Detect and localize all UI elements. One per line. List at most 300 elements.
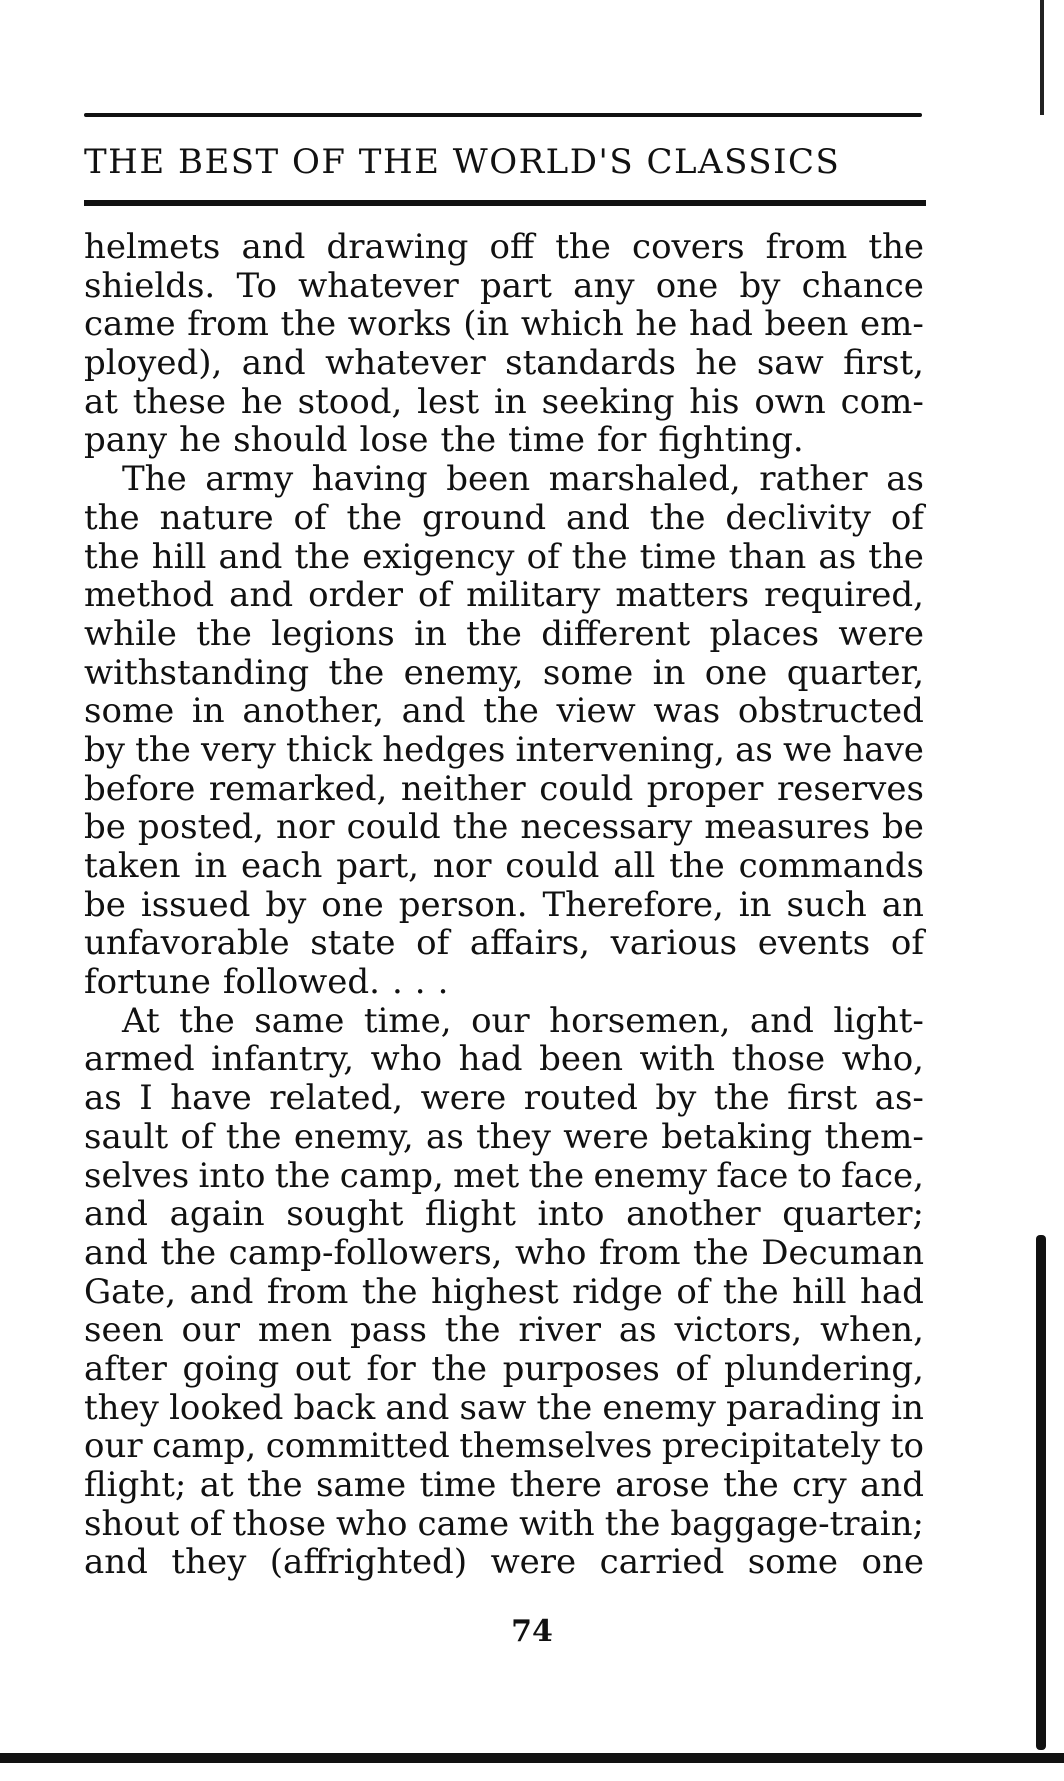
text-line bbox=[84, 808, 924, 847]
word: men bbox=[257, 1310, 333, 1351]
text-line bbox=[84, 1505, 924, 1544]
text-line bbox=[84, 847, 924, 886]
word: an bbox=[881, 884, 924, 925]
word: they bbox=[171, 1542, 247, 1583]
word: enemy bbox=[602, 1387, 716, 1428]
word: chance bbox=[801, 265, 924, 306]
word: parading bbox=[726, 1387, 881, 1428]
word: lest bbox=[417, 381, 480, 422]
word: who bbox=[370, 1039, 443, 1080]
word: from bbox=[187, 304, 269, 345]
word: highest bbox=[431, 1271, 559, 1312]
word: the bbox=[247, 1465, 303, 1505]
text-line bbox=[84, 770, 924, 809]
word: in bbox=[414, 613, 447, 654]
word: into bbox=[198, 1155, 266, 1196]
word: time bbox=[639, 536, 717, 577]
word: reserves bbox=[776, 768, 924, 809]
word: the bbox=[431, 1348, 488, 1389]
word: at bbox=[84, 381, 118, 422]
word: light- bbox=[833, 1000, 924, 1041]
word: of bbox=[675, 1348, 709, 1389]
word: had bbox=[860, 1271, 924, 1312]
word: . bbox=[437, 962, 449, 1003]
word: he bbox=[635, 304, 678, 345]
word: the bbox=[604, 1503, 661, 1544]
text-line bbox=[84, 228, 924, 267]
word: and bbox=[84, 1232, 148, 1273]
word: those bbox=[232, 1503, 327, 1544]
word: victors, bbox=[674, 1310, 803, 1351]
word: had bbox=[688, 304, 753, 345]
word: be bbox=[84, 884, 126, 925]
word: who bbox=[514, 1232, 587, 1273]
text-line bbox=[84, 1466, 924, 1505]
word: same bbox=[316, 1465, 407, 1505]
word: to bbox=[797, 1155, 832, 1196]
text-line bbox=[84, 886, 924, 925]
text-line bbox=[84, 1389, 924, 1428]
word: and bbox=[241, 227, 306, 267]
word: hill bbox=[792, 1271, 847, 1312]
word: he bbox=[695, 343, 738, 384]
word: of bbox=[890, 923, 924, 964]
word: as bbox=[426, 1116, 464, 1157]
text-line bbox=[84, 1427, 924, 1466]
word: To bbox=[236, 265, 277, 306]
word: Decuman bbox=[761, 1232, 924, 1273]
word: hedges bbox=[382, 729, 506, 770]
word: the bbox=[723, 1465, 779, 1505]
word: Gate, bbox=[84, 1271, 177, 1312]
word: exigency bbox=[362, 536, 515, 577]
word: and bbox=[84, 1542, 148, 1583]
word: precipitately bbox=[661, 1426, 881, 1467]
word: have bbox=[842, 729, 924, 770]
word: rather bbox=[759, 459, 868, 500]
word: in bbox=[891, 1387, 924, 1428]
word: nor bbox=[432, 846, 492, 886]
word: they bbox=[84, 1387, 159, 1428]
word: legions bbox=[271, 613, 395, 654]
word: and bbox=[229, 575, 294, 616]
word: and bbox=[241, 343, 306, 384]
word: for bbox=[597, 420, 647, 461]
word: Therefore, bbox=[542, 884, 724, 925]
word: of bbox=[418, 575, 452, 616]
word: and bbox=[401, 691, 466, 732]
text-line bbox=[84, 731, 924, 770]
word: of bbox=[180, 1116, 214, 1157]
word: from bbox=[765, 227, 848, 267]
word: and bbox=[385, 1387, 450, 1428]
word: first bbox=[787, 1078, 858, 1119]
word: baggage-train; bbox=[670, 1503, 924, 1544]
word: such bbox=[786, 884, 867, 925]
word: could bbox=[539, 768, 634, 809]
word: and bbox=[749, 1000, 814, 1041]
word: shout bbox=[84, 1503, 180, 1544]
word: camp, bbox=[152, 1426, 257, 1467]
word: sault bbox=[84, 1116, 169, 1157]
word: order bbox=[308, 575, 403, 616]
word: been bbox=[446, 459, 531, 500]
word: followed. bbox=[222, 962, 380, 1003]
word: taken bbox=[84, 846, 181, 886]
text-line bbox=[84, 1118, 924, 1157]
word: carried bbox=[599, 1542, 725, 1583]
word: as bbox=[84, 1078, 122, 1119]
word: out bbox=[294, 1348, 351, 1389]
word: of bbox=[526, 536, 560, 577]
word: who bbox=[336, 1503, 408, 1544]
text-line bbox=[84, 460, 924, 499]
word: by bbox=[739, 265, 781, 306]
word: helmets bbox=[84, 227, 221, 267]
text-line bbox=[84, 1079, 924, 1118]
word: from bbox=[598, 1232, 681, 1273]
word: measures bbox=[704, 807, 871, 848]
word: been bbox=[764, 304, 849, 345]
word: flight bbox=[425, 1194, 516, 1235]
word: posted, bbox=[137, 807, 264, 848]
word: marshaled, bbox=[548, 459, 741, 500]
word: shields. bbox=[84, 265, 216, 306]
text-line bbox=[84, 499, 924, 538]
word: committed bbox=[265, 1426, 450, 1467]
word: were bbox=[838, 613, 924, 654]
word: and bbox=[189, 1271, 254, 1312]
word: some bbox=[542, 652, 634, 693]
word: with bbox=[639, 1039, 716, 1080]
word: lose bbox=[359, 420, 429, 461]
text-line bbox=[84, 615, 924, 654]
word: some bbox=[84, 691, 175, 732]
word: ridge bbox=[572, 1271, 663, 1312]
word: were bbox=[490, 1542, 577, 1583]
page-edge-shadow-top bbox=[1040, 0, 1044, 115]
word: quarter, bbox=[786, 652, 924, 693]
text-line bbox=[84, 1350, 924, 1389]
word: these bbox=[132, 381, 227, 422]
word: have bbox=[170, 1078, 252, 1119]
word: unfavorable bbox=[84, 923, 290, 964]
word: time, bbox=[363, 1000, 452, 1041]
word: places bbox=[709, 613, 820, 654]
word: the bbox=[280, 304, 337, 345]
word: river bbox=[518, 1310, 602, 1351]
word: whatever bbox=[325, 343, 486, 384]
text-line bbox=[84, 344, 924, 383]
word: time bbox=[419, 1465, 497, 1505]
word: . bbox=[391, 962, 403, 1003]
word: of bbox=[416, 923, 450, 964]
word: the bbox=[346, 497, 403, 538]
word: withstanding bbox=[84, 652, 310, 693]
page-edge-shadow bbox=[1036, 1235, 1046, 1750]
word: the bbox=[528, 1155, 585, 1196]
page-bottom-edge bbox=[0, 1753, 1064, 1763]
word: . bbox=[414, 962, 426, 1003]
word: proper bbox=[646, 768, 764, 809]
word: army bbox=[205, 459, 294, 500]
word: very bbox=[201, 729, 276, 770]
word: time bbox=[508, 420, 586, 461]
word: camp, bbox=[339, 1155, 444, 1196]
word: themselves bbox=[459, 1426, 653, 1467]
header-rule bbox=[84, 200, 926, 206]
text-line bbox=[84, 692, 924, 731]
word: the bbox=[536, 1387, 593, 1428]
word: for bbox=[366, 1348, 416, 1389]
word: drawing bbox=[326, 227, 469, 267]
word: by bbox=[84, 729, 125, 770]
word: ployed), bbox=[84, 343, 223, 384]
word: issued bbox=[140, 884, 251, 925]
word: by bbox=[265, 884, 307, 925]
word: selves bbox=[84, 1155, 190, 1196]
page-number: 74 bbox=[511, 1614, 553, 1649]
word: the bbox=[452, 807, 509, 848]
word: another, bbox=[242, 691, 384, 732]
word: purposes bbox=[502, 1348, 660, 1389]
text-line bbox=[84, 576, 924, 615]
word: the bbox=[669, 846, 725, 886]
word: the bbox=[135, 729, 191, 770]
word: of bbox=[293, 497, 327, 538]
word: as bbox=[618, 1310, 657, 1351]
word: before bbox=[84, 768, 196, 809]
word: pany bbox=[84, 420, 168, 461]
word: horsemen, bbox=[549, 1000, 731, 1041]
word: necessary bbox=[520, 807, 693, 848]
word: routed bbox=[523, 1078, 638, 1119]
word: the bbox=[722, 1271, 779, 1312]
word: in bbox=[191, 691, 225, 732]
text-line bbox=[84, 1234, 924, 1273]
word: be bbox=[882, 807, 924, 848]
word: different bbox=[541, 613, 691, 654]
word: to bbox=[889, 1426, 924, 1467]
word: the bbox=[361, 1271, 418, 1312]
word: the bbox=[571, 536, 628, 577]
word: in bbox=[494, 381, 527, 422]
word: he bbox=[179, 420, 222, 461]
text-line bbox=[84, 1195, 924, 1234]
word: seen bbox=[84, 1310, 164, 1351]
word: as bbox=[735, 729, 773, 770]
text-line bbox=[84, 1040, 924, 1079]
text-line bbox=[84, 963, 924, 1002]
word: in bbox=[652, 652, 686, 693]
word: could bbox=[505, 846, 600, 886]
word: betaking bbox=[661, 1116, 813, 1157]
text-line bbox=[84, 383, 924, 422]
word: which bbox=[520, 304, 624, 345]
word: when, bbox=[820, 1310, 924, 1351]
word: came bbox=[417, 1503, 510, 1544]
word: The bbox=[122, 459, 187, 500]
word: our bbox=[84, 1426, 143, 1467]
word: enemy bbox=[593, 1155, 708, 1196]
word: com- bbox=[840, 381, 924, 422]
word: he bbox=[240, 381, 283, 422]
word: the bbox=[483, 691, 539, 732]
word: one bbox=[861, 1542, 924, 1583]
word: one bbox=[655, 265, 719, 306]
word: commands bbox=[738, 846, 924, 886]
word: affairs, bbox=[469, 923, 590, 964]
word: and bbox=[565, 497, 630, 538]
word: same bbox=[254, 1000, 345, 1041]
word: after bbox=[84, 1348, 167, 1389]
word: enemy, bbox=[293, 1116, 414, 1157]
word: should bbox=[233, 420, 348, 461]
word: fortune bbox=[84, 962, 211, 1003]
word: into bbox=[537, 1194, 605, 1235]
word: than bbox=[728, 536, 807, 577]
word: had bbox=[458, 1039, 523, 1080]
word: (affrighted) bbox=[269, 1542, 468, 1583]
word: them- bbox=[824, 1116, 924, 1157]
word: in bbox=[738, 884, 772, 925]
word: as- bbox=[874, 1078, 924, 1119]
word: enemy, bbox=[403, 652, 524, 693]
word: related, bbox=[269, 1078, 404, 1119]
word: our bbox=[471, 1000, 530, 1041]
word: by bbox=[655, 1078, 697, 1119]
word: while bbox=[84, 613, 177, 654]
word: nor bbox=[275, 807, 335, 848]
word: arose bbox=[615, 1465, 710, 1505]
word: the bbox=[713, 1078, 770, 1119]
text-line bbox=[84, 421, 924, 460]
word: stood, bbox=[297, 381, 403, 422]
word: the bbox=[196, 613, 252, 654]
word: those bbox=[731, 1039, 826, 1080]
word: the bbox=[179, 1000, 235, 1041]
word: the bbox=[868, 227, 924, 267]
word: the bbox=[555, 227, 611, 267]
word: standards bbox=[505, 343, 676, 384]
word: as bbox=[886, 459, 924, 500]
word: at bbox=[199, 1465, 234, 1505]
word: could bbox=[346, 807, 441, 848]
word: the bbox=[693, 1232, 749, 1273]
word: thick bbox=[285, 729, 373, 770]
word: one bbox=[704, 652, 768, 693]
text-line bbox=[84, 1273, 924, 1312]
word: own bbox=[754, 381, 826, 422]
text-line bbox=[84, 654, 924, 693]
text-line bbox=[84, 924, 924, 963]
word: pass bbox=[350, 1310, 427, 1351]
word: of bbox=[676, 1271, 710, 1312]
top-rule bbox=[84, 113, 922, 117]
word: the bbox=[466, 613, 522, 654]
word: part bbox=[480, 265, 552, 306]
word: method bbox=[84, 575, 215, 616]
word: infantry, bbox=[211, 1039, 355, 1080]
word: cry bbox=[792, 1465, 847, 1505]
word: the bbox=[444, 1310, 501, 1351]
word: going bbox=[182, 1348, 280, 1389]
word: saw bbox=[756, 343, 824, 384]
word: of bbox=[890, 497, 924, 538]
word: his bbox=[689, 381, 740, 422]
word: covers bbox=[632, 227, 745, 267]
word: again bbox=[169, 1194, 265, 1235]
word: the bbox=[868, 536, 924, 577]
text-line bbox=[84, 1157, 924, 1196]
word: various bbox=[610, 923, 738, 964]
word: events bbox=[757, 923, 871, 964]
word: be bbox=[84, 807, 126, 848]
running-head: THE BEST OF THE WORLD'S CLASSICS bbox=[84, 142, 841, 182]
word: required, bbox=[764, 575, 924, 616]
word: met bbox=[453, 1155, 520, 1196]
word: were bbox=[563, 1116, 649, 1157]
word: matters bbox=[615, 575, 750, 616]
word: the bbox=[274, 1155, 331, 1196]
word: the bbox=[160, 1232, 217, 1273]
word: who, bbox=[841, 1039, 924, 1080]
word: seeking bbox=[541, 381, 675, 422]
word: saw bbox=[459, 1387, 527, 1428]
word: At bbox=[122, 1000, 160, 1041]
word: hill bbox=[151, 536, 207, 577]
word: camp-followers, bbox=[228, 1232, 503, 1273]
text-line bbox=[84, 538, 924, 577]
word: all bbox=[613, 846, 656, 886]
word: and bbox=[84, 1194, 148, 1235]
word: flight; bbox=[84, 1465, 187, 1505]
word: some bbox=[747, 1542, 839, 1583]
word: intervening, bbox=[515, 729, 725, 770]
word: one bbox=[321, 884, 384, 925]
text-line bbox=[84, 1543, 924, 1582]
word: back bbox=[293, 1387, 376, 1428]
body-text bbox=[84, 228, 924, 1582]
word: and bbox=[218, 536, 283, 577]
word: with bbox=[519, 1503, 595, 1544]
word: person. bbox=[398, 884, 528, 925]
word: the bbox=[294, 536, 351, 577]
text-line bbox=[84, 1311, 924, 1350]
word: military bbox=[466, 575, 601, 616]
word: I bbox=[139, 1078, 153, 1119]
word: another bbox=[626, 1194, 761, 1235]
word: the bbox=[84, 497, 140, 538]
word: first, bbox=[843, 343, 924, 384]
word: ground bbox=[422, 497, 547, 538]
text-line bbox=[84, 1002, 924, 1041]
word: the bbox=[84, 536, 140, 577]
word: face, bbox=[841, 1155, 924, 1196]
word: any bbox=[573, 265, 635, 306]
word: neither bbox=[400, 768, 526, 809]
word: they bbox=[476, 1116, 551, 1157]
word: were bbox=[420, 1078, 507, 1119]
word: obstructed bbox=[737, 691, 924, 732]
word: part, bbox=[336, 846, 419, 886]
word: we bbox=[783, 729, 833, 770]
word: the bbox=[328, 652, 385, 693]
word: fighting. bbox=[658, 420, 804, 461]
word: looked bbox=[169, 1387, 284, 1428]
word: each bbox=[241, 846, 323, 886]
word: the bbox=[649, 497, 706, 538]
